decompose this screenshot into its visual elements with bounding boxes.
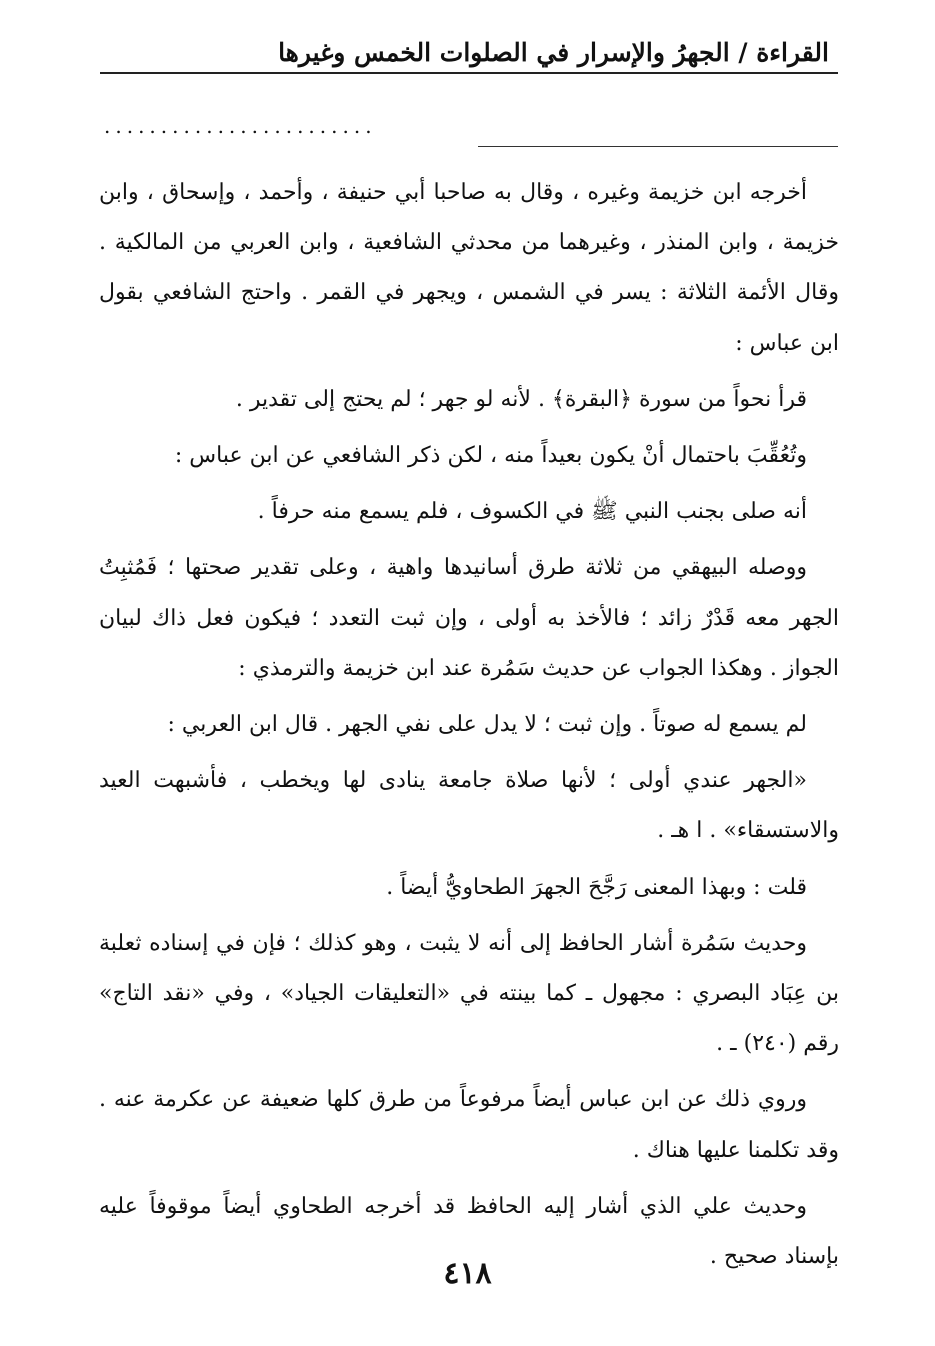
paragraph-4: أنه صلى بجنب النبي ﷺ في الكسوف ، فلم يسمع منه حرفاً .	[257, 499, 807, 525]
footnote-separator-rule	[478, 146, 838, 147]
paragraph-2: قرأ نحواً من سورة ﴿البقرة﴾ . لأنه لو جهر ؛ لم يحتج إلى تقدير .	[235, 386, 807, 412]
header-rule	[100, 72, 838, 74]
paragraph-10: وروي ذلك عن ابن عباس أيضاً مرفوعاً من طرق كلها ضعيفة عن عكرمة عنه . وقد تكلمنا عليها هناك .	[99, 1087, 839, 1163]
paragraph-1: أخرجه ابن خزيمة وغيره ، وقال به صاحبا أبي حنيفة ، وأحمد ، وإسحاق ، وابن خزيمة ، وابن المنذر ، وغيرهما من محدثي الشافعية ، وابن العربي من المالكية . وقال الأئمة الثلاثة : يسر في الشمس ، ويجهر في القمر . واحتج الشافعي بقول ابن عباس :	[99, 180, 839, 356]
paragraph-7: «الجهر عندي أولى ؛ لأنها صلاة جامعة ينادى لها ويخطب ، فأشبهت العيد والاستسقاء» . ا هـ .	[99, 768, 839, 844]
paragraph-8: قلت : وبهذا المعنى رَجَّحَ الجهرَ الطحاويُّ أيضاً .	[386, 874, 807, 900]
footnote-dotted-separator: ........................	[104, 116, 377, 136]
footnote-body	[99, 168, 839, 1282]
paragraph-9: وحديث سَمُرة أشار الحافظ إلى أنه لا يثبت ، وهو كذلك ؛ فإن في إسناده ثعلبة بن عِبَاد البصري : مجهول ـ كما بينته في «التعليقات الجياد» ، وفي «نقد التاج» رقم (٢٤٠) ـ .	[99, 930, 839, 1057]
paragraph-5: ووصله البيهقي من ثلاثة طرق أسانيدها واهية ، وعلى تقدير صحتها ؛ فَمُثبِتُ الجهر معه قَدْرٌ زائد ؛ فالأخذ به أولى ، وإن ثبت التعدد ؛ فيكون فعل ذاك لبيان الجواز . وهكذا الجواب عن حديث سَمُرة عند ابن خزيمة والترمذي :	[99, 555, 839, 681]
paragraph-6: لم يسمع له صوتاً . وإن ثبت ؛ لا يدل على نفي الجهر . قال ابن العربي :	[167, 712, 807, 738]
paragraph-3: وتُعُقِّبَ باحتمال أنْ يكون بعيداً منه ، لكن ذكر الشافعي عن ابن عباس :	[174, 443, 807, 469]
paragraph-11: وحديث علي الذي أشار إليه الحافظ قد أخرجه الطحاوي أيضاً موقوفاً عليه بإسناد صحيح .	[99, 1193, 839, 1270]
page-number: ٤١٨	[443, 1256, 492, 1291]
running-header-title: القراءة / الجهرُ والإسرار في الصلوات الخمس وغيرها	[278, 38, 829, 67]
